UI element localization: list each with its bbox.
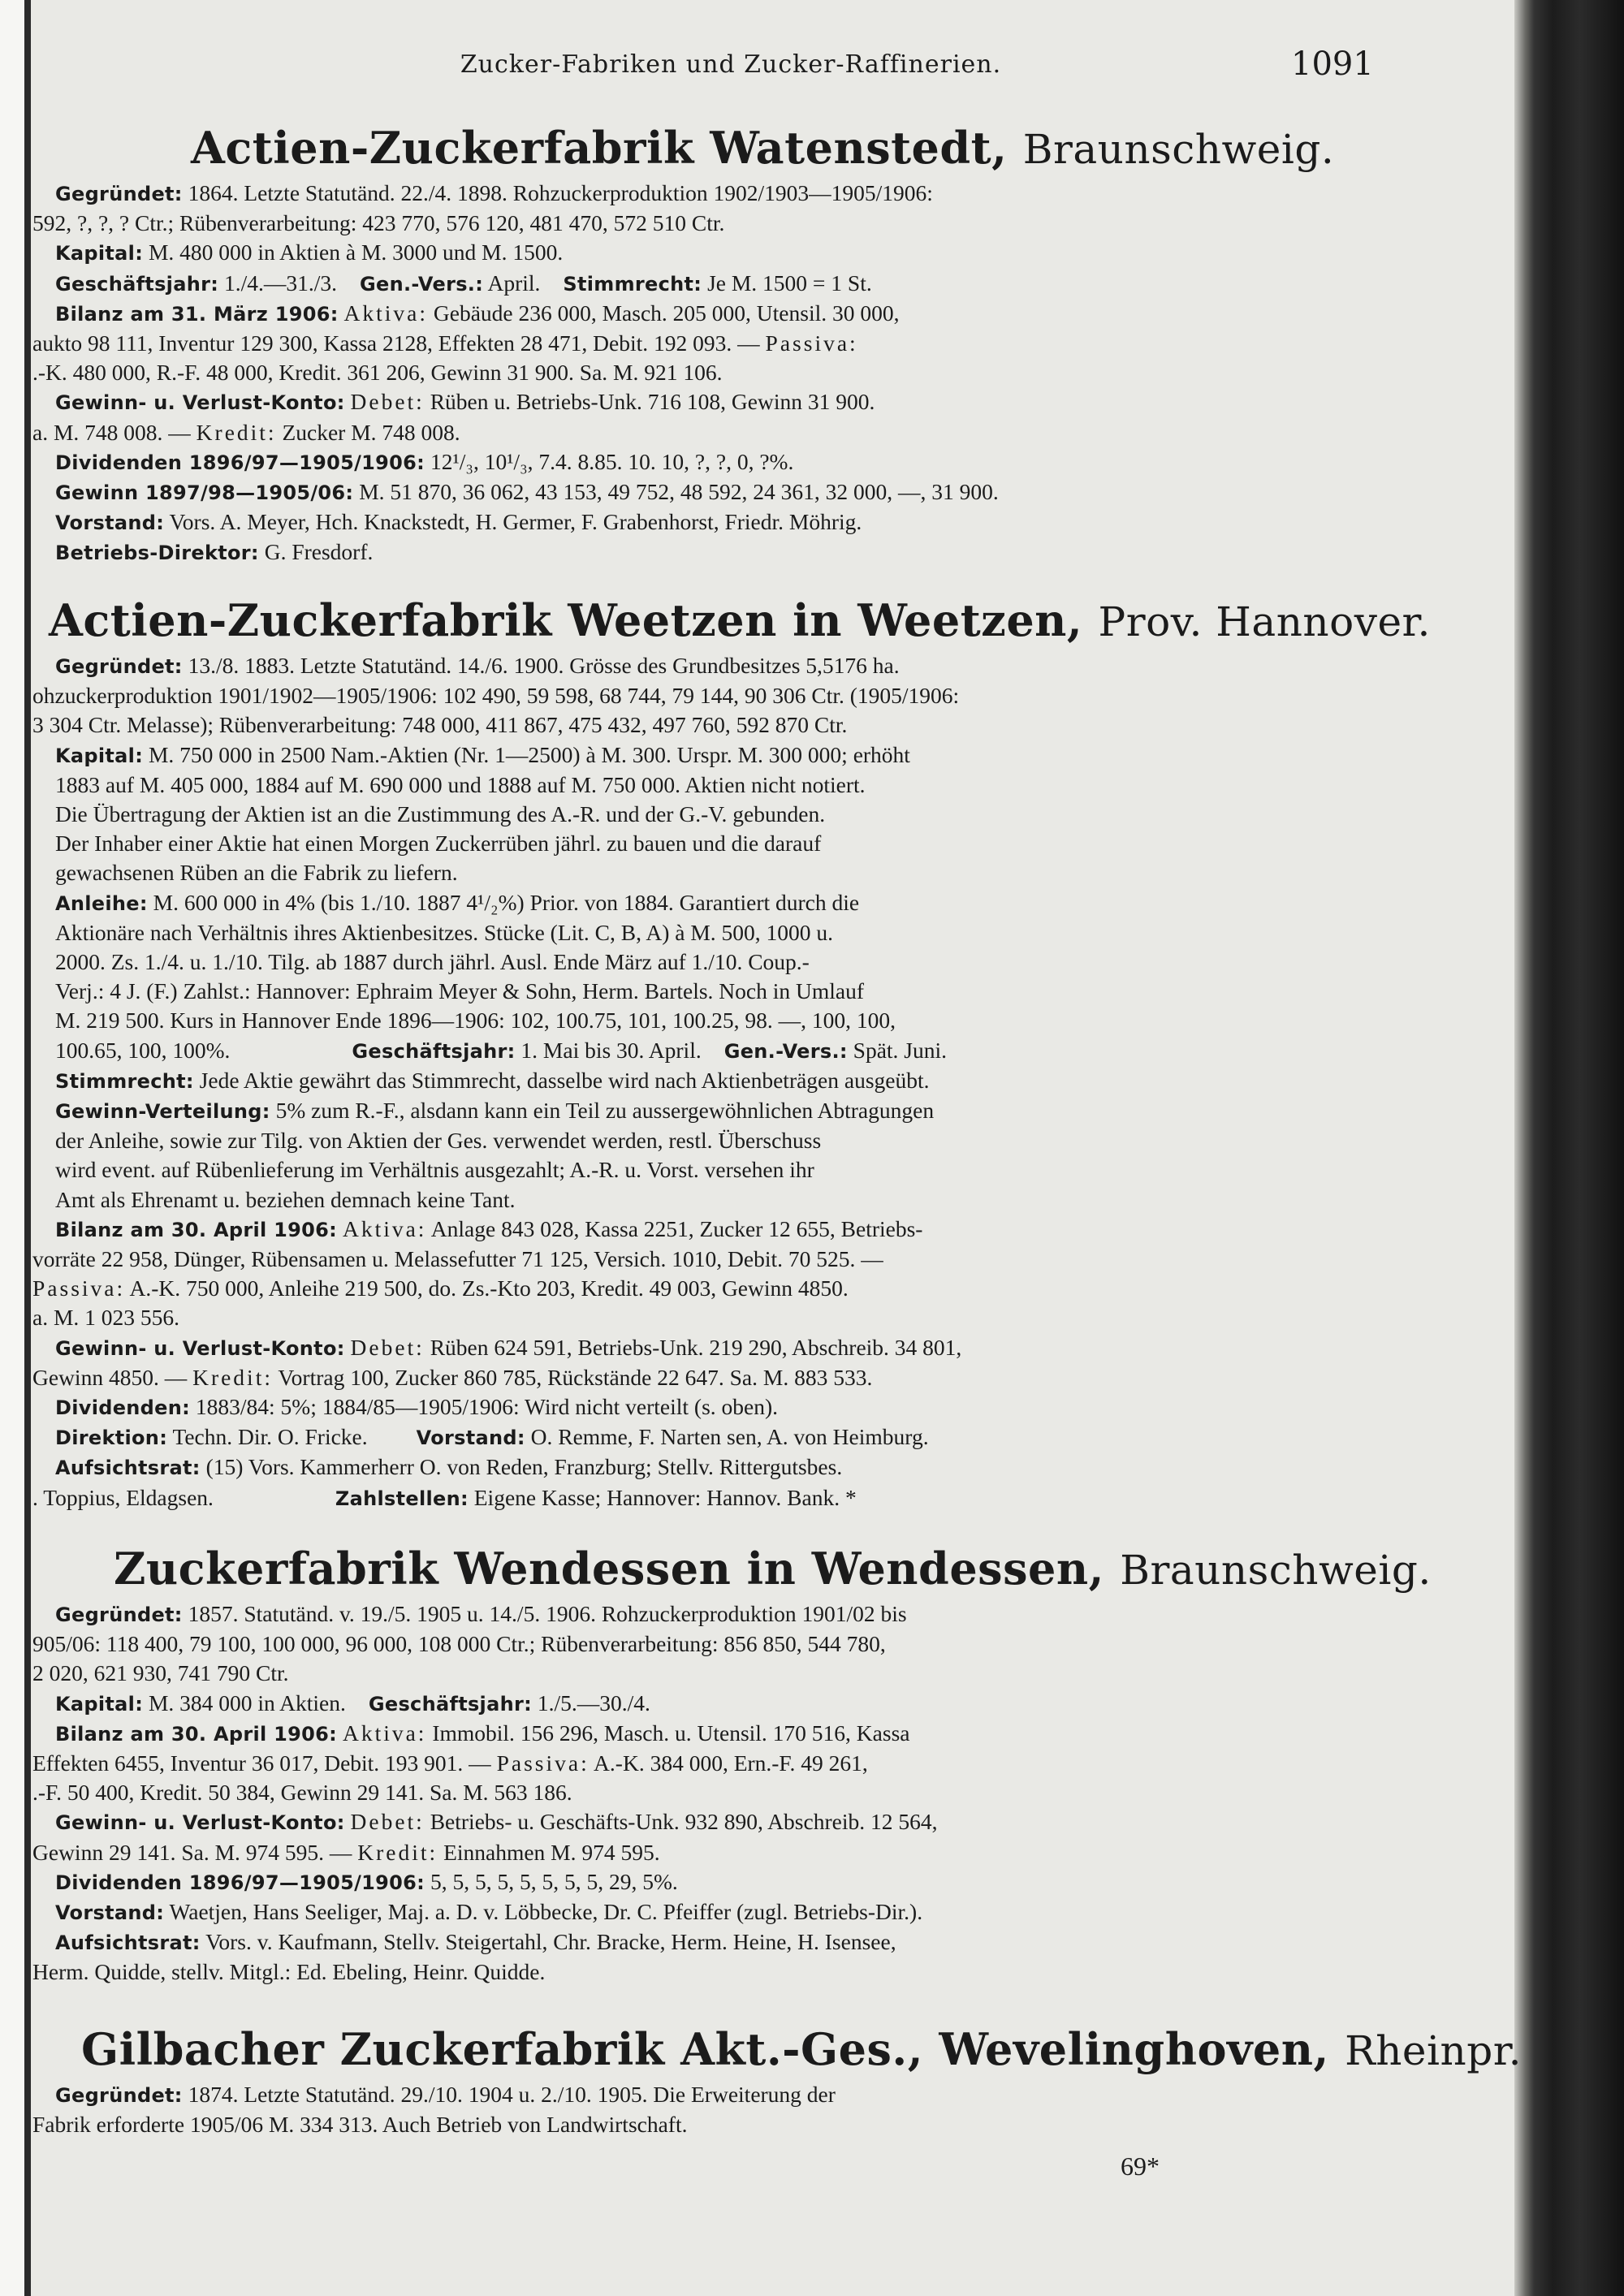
- text-line: 2000. Zs. 1./4. u. 1./10. Tilg. ab 1887 durch jährl. Ausl. Ende März auf 1./10. Coup.-: [55, 949, 810, 975]
- text-line: Gegründet: 1864. Letzte Statutänd. 22./4. 1898. Rohzuckerproduktion 1902/1903—1905/1906:: [55, 180, 933, 205]
- text-line: aukto 98 111, Inventur 129 300, Kassa 2128, Effekten 28 471, Debit. 192 093. — Passiva:: [32, 330, 858, 356]
- entry-weetzen: [32, 594, 1514, 1513]
- text-line: ohzuckerproduktion 1901/1902—1905/1906: 102 490, 59 598, 68 744, 79 144, 90 306 Ctr. (1905/1906:: [32, 683, 960, 709]
- document-page: [32, 0, 1522, 2296]
- company-name: Actien-Zuckerfabrik Weetzen in Weetzen,: [49, 594, 1083, 646]
- text-line: .-F. 50 400, Kredit. 50 384, Gewinn 29 141. Sa. M. 563 186.: [32, 1780, 572, 1806]
- page-edge-left: [0, 0, 24, 2296]
- page-number: 1091: [1291, 45, 1374, 83]
- text-line: Gegründet: 13./8. 1883. Letzte Statutänd. 14./6. 1900. Grösse des Grundbesitzes 5,5176 ha.: [55, 653, 900, 678]
- company-location: Rheinpr.: [1345, 2027, 1522, 2074]
- text-line: Amt als Ehrenamt u. beziehen demnach keine Tant.: [55, 1186, 516, 1212]
- text-line: wird event. auf Rübenlieferung im Verhältnis ausgezahlt; A.-R. u. Vorst. versehen ihr: [55, 1157, 814, 1183]
- running-header: [73, 45, 1389, 91]
- company-name: Gilbacher Zuckerfabrik Akt.-Ges., Wevelinghoven,: [81, 2023, 1329, 2075]
- text-line: Gegründet: 1857. Statutänd. v. 19./5. 1905 u. 14./5. 1906. Rohzuckerproduktion 1901/02 bis: [55, 1601, 907, 1626]
- text-line: 1883 auf M. 405 000, 1884 auf M. 690 000 und 1888 auf M. 750 000. Aktien nicht notiert.: [55, 771, 866, 797]
- text-line: Betriebs-Direktor: G. Fresdorf.: [55, 539, 374, 565]
- text-line: Bilanz am 30. April 1906: Aktiva: Anlage 843 028, Kassa 2251, Zucker 12 655, Betriebs-: [55, 1215, 923, 1241]
- text-line: Gewinn- u. Verlust-Konto: Debet: Betriebs- u. Geschäfts-Unk. 932 890, Abschreib. 12 564,: [55, 1809, 938, 1835]
- entry-heading: [32, 2023, 1522, 2075]
- entry-body: [32, 2080, 1514, 2139]
- text-line: Aufsichtsrat: Vors. v. Kaufmann, Stellv. Steigertahl, Chr. Bracke, Herm. Heine, H. Isensee,: [55, 1929, 896, 1955]
- text-line: a. M. 748 008. — Kredit: Zucker M. 748 008.: [32, 419, 460, 445]
- text-line: 100.65, 100, 100%. Geschäftsjahr: 1. Mai bis 30. April. Gen.-Vers.: Spät. Juni.: [55, 1037, 948, 1063]
- text-line: . Toppius, Eldagsen. Zahlstellen: Eigene Kasse; Hannover: Hannov. Bank. *: [32, 1484, 857, 1510]
- text-line: Gewinn 4850. — Kredit: Vortrag 100, Zucker 860 785, Rückstände 22 647. Sa. M. 883 533.: [32, 1364, 873, 1390]
- text-line: der Anleihe, sowie zur Tilg. von Aktien der Ges. verwendet werden, restl. Überschuss: [55, 1128, 822, 1154]
- text-line: 905/06: 118 400, 79 100, 100 000, 96 000, 108 000 Ctr.; Rübenverarbeitung: 856 850, 544 780,: [32, 1631, 886, 1657]
- text-line: gewachsenen Rüben an die Fabrik zu liefern.: [55, 860, 458, 886]
- entry-body: [32, 179, 1514, 568]
- binding-shadow: [24, 0, 31, 2296]
- company-location: Braunschweig.: [1120, 1547, 1432, 1594]
- text-line: .-K. 480 000, R.-F. 48 000, Kredit. 361 206, Gewinn 31 900. Sa. M. 921 106.: [32, 360, 723, 386]
- text-line: Stimmrecht: Jede Aktie gewährt das Stimmrecht, dasselbe wird nach Aktienbeträgen ausgeübt.: [55, 1067, 930, 1093]
- text-line: Fabrik erforderte 1905/06 M. 334 313. Auch Betrieb von Landwirtschaft.: [32, 2112, 688, 2138]
- company-location: Braunschweig.: [1022, 126, 1335, 173]
- book-spine-edge: [1514, 0, 1624, 2296]
- text-line: Gewinn 1897/98—1905/06: M. 51 870, 36 062, 43 153, 49 752, 48 592, 24 361, 32 000, —, 31 900.: [55, 479, 999, 505]
- entry-heading: [32, 1543, 1514, 1595]
- text-line: Dividenden 1896/97—1905/1906: 5, 5, 5, 5, 5, 5, 5, 5, 29, 5%.: [55, 1868, 678, 1894]
- text-line: Gewinn 29 141. Sa. M. 974 595. — Kredit: Einnahmen M. 974 595.: [32, 1839, 660, 1865]
- entry-heading: [32, 122, 1514, 174]
- text-line: Aktionäre nach Verhältnis ihres Aktienbesitzes. Stücke (Lit. C, B, A) à M. 500, 1000 u.: [55, 919, 834, 945]
- text-line: Bilanz am 31. März 1906: Aktiva: Gebäude 236 000, Masch. 205 000, Utensil. 30 000,: [55, 300, 900, 326]
- text-line: Die Übertragung der Aktien ist an die Zustimmung des A.-R. und der G.-V. gebunden.: [55, 801, 826, 827]
- text-line: Herm. Quidde, stellv. Mitgl.: Ed. Ebeling, Heinr. Quidde.: [32, 1959, 546, 1985]
- text-line: Gegründet: 1874. Letzte Statutänd. 29./10. 1904 u. 2./10. 1905. Die Erweiterung der: [55, 2082, 836, 2107]
- text-line: Aufsichtsrat: (15) Vors. Kammerherr O. von Reden, Franzburg; Stellv. Rittergutsbes.: [55, 1454, 843, 1480]
- text-line: Vorstand: Waetjen, Hans Seeliger, Maj. a. D. v. Löbbecke, Dr. C. Pfeiffer (zugl. Betriebs-Dir.).: [55, 1899, 923, 1925]
- text-line: Bilanz am 30. April 1906: Aktiva: Immobil. 156 296, Masch. u. Utensil. 170 516, Kassa: [55, 1720, 910, 1746]
- text-line: Direktion: Techn. Dir. O. Fricke. Vorstand: O. Remme, F. Narten sen, A. von Heimburg.: [55, 1424, 929, 1450]
- text-line: Kapital: M. 480 000 in Aktien à M. 3000 und M. 1500.: [55, 240, 564, 265]
- text-line: vorräte 22 958, Dünger, Rübensamen u. Melassefutter 71 125, Versich. 1010, Debit. 70 525. —: [32, 1246, 883, 1272]
- text-line: Kapital: M. 384 000 in Aktien. Geschäftsjahr: 1./5.—30./4.: [55, 1690, 650, 1716]
- entry-body: [32, 1599, 1514, 1987]
- running-title: Zucker-Fabriken und Zucker-Raffinerien.: [460, 50, 1002, 79]
- entry-wendessen: [32, 1543, 1514, 1987]
- text-line: 3 304 Ctr. Melasse); Rübenverarbeitung: 748 000, 411 867, 475 432, 497 760, 592 870 Ctr.: [32, 712, 848, 738]
- text-line: Verj.: 4 J. (F.) Zahlst.: Hannover: Ephraim Meyer & Sohn, Herm. Bartels. Noch in Umlauf: [55, 978, 865, 1004]
- text-line: Dividenden: 1883/84: 5%; 1884/85—1905/1906: Wird nicht verteilt (s. oben).: [55, 1394, 779, 1420]
- entry-body: [32, 651, 1514, 1513]
- text-line: Passiva: A.-K. 750 000, Anleihe 219 500, do. Zs.-Kto 203, Kredit. 49 003, Gewinn 4850.: [32, 1275, 849, 1301]
- entry-heading: [32, 594, 1514, 646]
- text-line: 2 020, 621 930, 741 790 Ctr.: [32, 1660, 289, 1686]
- text-line: M. 219 500. Kurs in Hannover Ende 1896—1906: 102, 100.75, 101, 100.25, 98. —, 100, 100,: [55, 1008, 896, 1034]
- signature-mark: 69*: [1121, 2151, 1160, 2181]
- text-line: Gewinn- u. Verlust-Konto: Debet: Rüben 624 591, Betriebs-Unk. 219 290, Abschreib. 34 801,: [55, 1334, 962, 1360]
- text-line: Gewinn-Verteilung: 5% zum R.-F., alsdann kann ein Teil zu aussergewöhnlichen Abtragungen: [55, 1098, 935, 1124]
- text-line: Effekten 6455, Inventur 36 017, Debit. 193 901. — Passiva: A.-K. 384 000, Ern.-F. 49 261,: [32, 1750, 868, 1776]
- entry-gilbach: [32, 2023, 1522, 2139]
- text-line: Geschäftsjahr: 1./4.—31./3. Gen.-Vers.: April. Stimmrecht: Je M. 1500 = 1 St.: [55, 270, 872, 296]
- text-line: Anleihe: M. 600 000 in 4% (bis 1./10. 1887 4¹/₂%) Prior. von 1884. Garantiert durch die: [55, 889, 860, 915]
- text-line: Dividenden 1896/97—1905/1906: 12¹/₃, 10¹/₃, 7.4. 8.85. 10. 10, ?, ?, 0, ?%.: [55, 448, 794, 474]
- company-location: Prov. Hannover.: [1098, 598, 1431, 645]
- entry-watenstedt: [32, 122, 1514, 568]
- text-line: Der Inhaber einer Aktie hat einen Morgen Zuckerrüben jährl. zu bauen und die darauf: [55, 831, 822, 857]
- text-line: 592, ?, ?, ? Ctr.; Rübenverarbeitung: 423 770, 576 120, 481 470, 572 510 Ctr.: [32, 210, 725, 236]
- text-line: Gewinn- u. Verlust-Konto: Debet: Rüben u. Betriebs-Unk. 716 108, Gewinn 31 900.: [55, 389, 875, 415]
- text-line: Kapital: M. 750 000 in 2500 Nam.-Aktien (Nr. 1—2500) à M. 300. Urspr. M. 300 000; erhöht: [55, 741, 910, 767]
- company-name: Actien-Zuckerfabrik Watenstedt,: [191, 122, 1008, 174]
- company-name: Zuckerfabrik Wendessen in Wendessen,: [114, 1543, 1104, 1595]
- text-line: Vorstand: Vors. A. Meyer, Hch. Knackstedt, H. Germer, F. Grabenhorst, Friedr. Möhrig.: [55, 509, 862, 535]
- text-line: a. M. 1 023 556.: [32, 1305, 180, 1331]
